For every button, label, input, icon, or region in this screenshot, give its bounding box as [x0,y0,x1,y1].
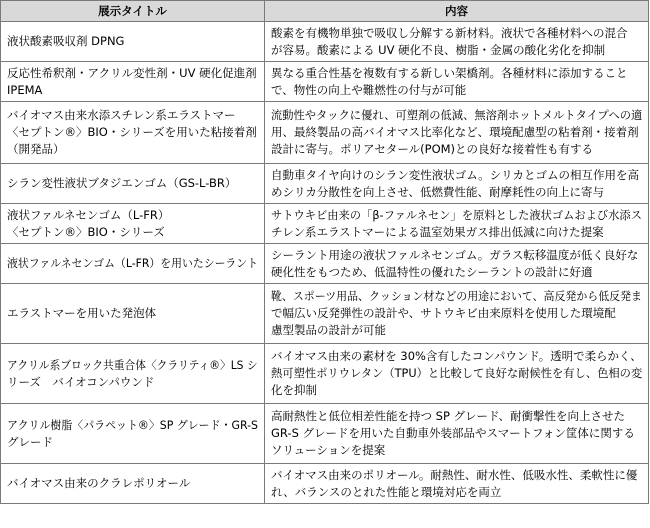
row-content-line: 慮型製品の設計が可能 [271,323,386,337]
row-content-cell [265,204,649,244]
table-row [1,62,649,102]
row-title-line: IPEMA [7,82,43,97]
row-content-cell [265,284,649,344]
row-content-line: 硬化性をもつため、低温特性の優れたシーラントの設計に好適 [271,264,593,279]
row-content-line: めシリカ分散性を向上させ、低燃費性能、耐摩耗性の向上に寄与 [271,184,605,199]
row-content-cell [265,464,649,504]
table-row [1,344,649,404]
header-content-column: 内容 [265,1,649,22]
row-title-cell [1,22,265,62]
row-title-line: アクリル系ブロック共重合体〈クラリティ®〉LS シ [7,357,258,372]
row-content-line: バイオマス由来の素材を 30%含有したコンパウンド。透明で柔らかく、 [271,349,642,363]
row-title-line: 〈セプトン®〉BIO・シリーズ [7,224,165,239]
row-title-line: 液状ファルネセンゴム（L-FR）を用いたシーラント [7,256,259,270]
row-title-cell [1,204,265,244]
row-content-cell [265,62,649,102]
row-content-line: ソリューションを提案 [271,443,386,457]
table-row [1,204,649,244]
row-title-line: アクリル樹脂〈パラペット®〉SP グレード・GR-S [7,417,259,432]
row-content-line: チレン系エラストマーによる温室効果ガス排出低減に向けた提案 [271,224,604,239]
table-row [1,404,649,464]
row-title-line: 液状ファルネセンゴム（L-FR） [7,207,170,222]
row-content-line: 用、最終製品の高バイオマス比率化など、環境配慮型の粘着剤・接着剤 [271,125,639,139]
row-title-cell [1,404,265,464]
row-content-line: 高耐熱性と低位相差性能を持つ SP グレード、耐衝撃性を向上させた [271,409,626,423]
header-row [1,1,649,22]
row-content-line: 自動車タイヤ向けのシラン変性液状ゴム。シリカとゴムの相互作用を高 [271,167,639,182]
row-title-cell [1,464,265,504]
row-content-cell [265,404,649,464]
row-title-line: 〈セプトン®〉BIO・シリーズを用いた粘接着剤 [7,125,257,139]
row-title-cell [1,164,265,204]
row-content-line: 異なる重合性基を複数有する新しい架橋剤。各種材料に添加すること [271,65,628,80]
table-row [1,284,649,344]
row-content-line: 設計に寄与。ポリアセタール(POM)との良好な接着性も有する [271,142,594,156]
row-content-line: 熱可塑性ポリウレタン（TPU）と比較して良好な耐候性を有し、色相の変 [271,366,643,380]
table-row [1,464,649,504]
row-content-line: サトウキビ由来の「β‐ファルネセン」を原料とした液状ゴムおよび水添ス [271,207,642,222]
row-content-line: 流動性やタックに優れ、可塑剤の低減、無溶剤ホットメルトタイプへの適 [271,108,643,122]
row-content-cell [265,22,649,62]
row-title-line: リーズ バイオコンパウンド [7,374,155,389]
row-content-cell [265,344,649,404]
row-title-line: 液状酸素吸収剤 DPNG [7,34,125,48]
table-row [1,102,649,164]
row-content-line: GR-S グレードを用いた自動車外装部品やスマートフォン筐体に関する [271,426,635,440]
row-title-line: （開発品） [7,142,65,156]
row-content-line: バイオマス由来のポリオール。耐熱性、耐水性、低吸水性、柔軟性に優 [271,467,638,482]
row-title-line: エラストマーを用いた発泡体 [7,306,157,320]
table-row [1,22,649,62]
row-title-line: 反応性希釈剤・アクリル変性剤・UV 硬化促進剤 [7,65,257,80]
row-content-cell [265,102,649,164]
row-content-line: 化を抑制 [271,383,317,397]
table-body [1,22,649,504]
row-content-line: で、物性の向上や難燃性の付与が可能 [271,82,467,97]
row-title-cell [1,344,265,404]
row-content-line: れ、バランスのとれた性能と環境対応を両立 [271,484,502,499]
row-content-line: で幅広い反発弾性の設計や、サトウキビ由来原料を使用した環境配 [271,306,616,320]
row-title-cell [1,284,265,344]
row-title-line: グレード [7,434,53,449]
row-title-line: バイオマス由来水添スチレン系エラストマー [7,108,236,122]
table-row [1,164,649,204]
row-content-line: 酸素を有機物単独で吸収し分解する新材料。液状で各種材料への混合 [271,25,628,40]
row-content-line: が容易。酸素による UV 硬化不良、樹脂・金属の酸化劣化を抑制 [271,42,606,57]
row-content-line: 靴、スポーツ用品、クッション材などの用途において、高反発から低反発ま [271,289,642,303]
row-title-cell [1,102,265,164]
row-title-cell [1,244,265,284]
row-content-cell [265,164,649,204]
row-title-cell [1,62,265,102]
header-title-column: 展示タイトル [1,1,265,22]
row-title-line: シラン変性液状ブタジエンゴム（GS-L-BR） [7,176,237,190]
table-row [1,244,649,284]
row-content-cell [265,244,649,284]
row-title-line: バイオマス由来のクラレポリオール [7,476,191,490]
row-content-line: シーラント用途の液状ファルネセンゴム。ガラス転移温度が低く良好な [271,247,639,262]
